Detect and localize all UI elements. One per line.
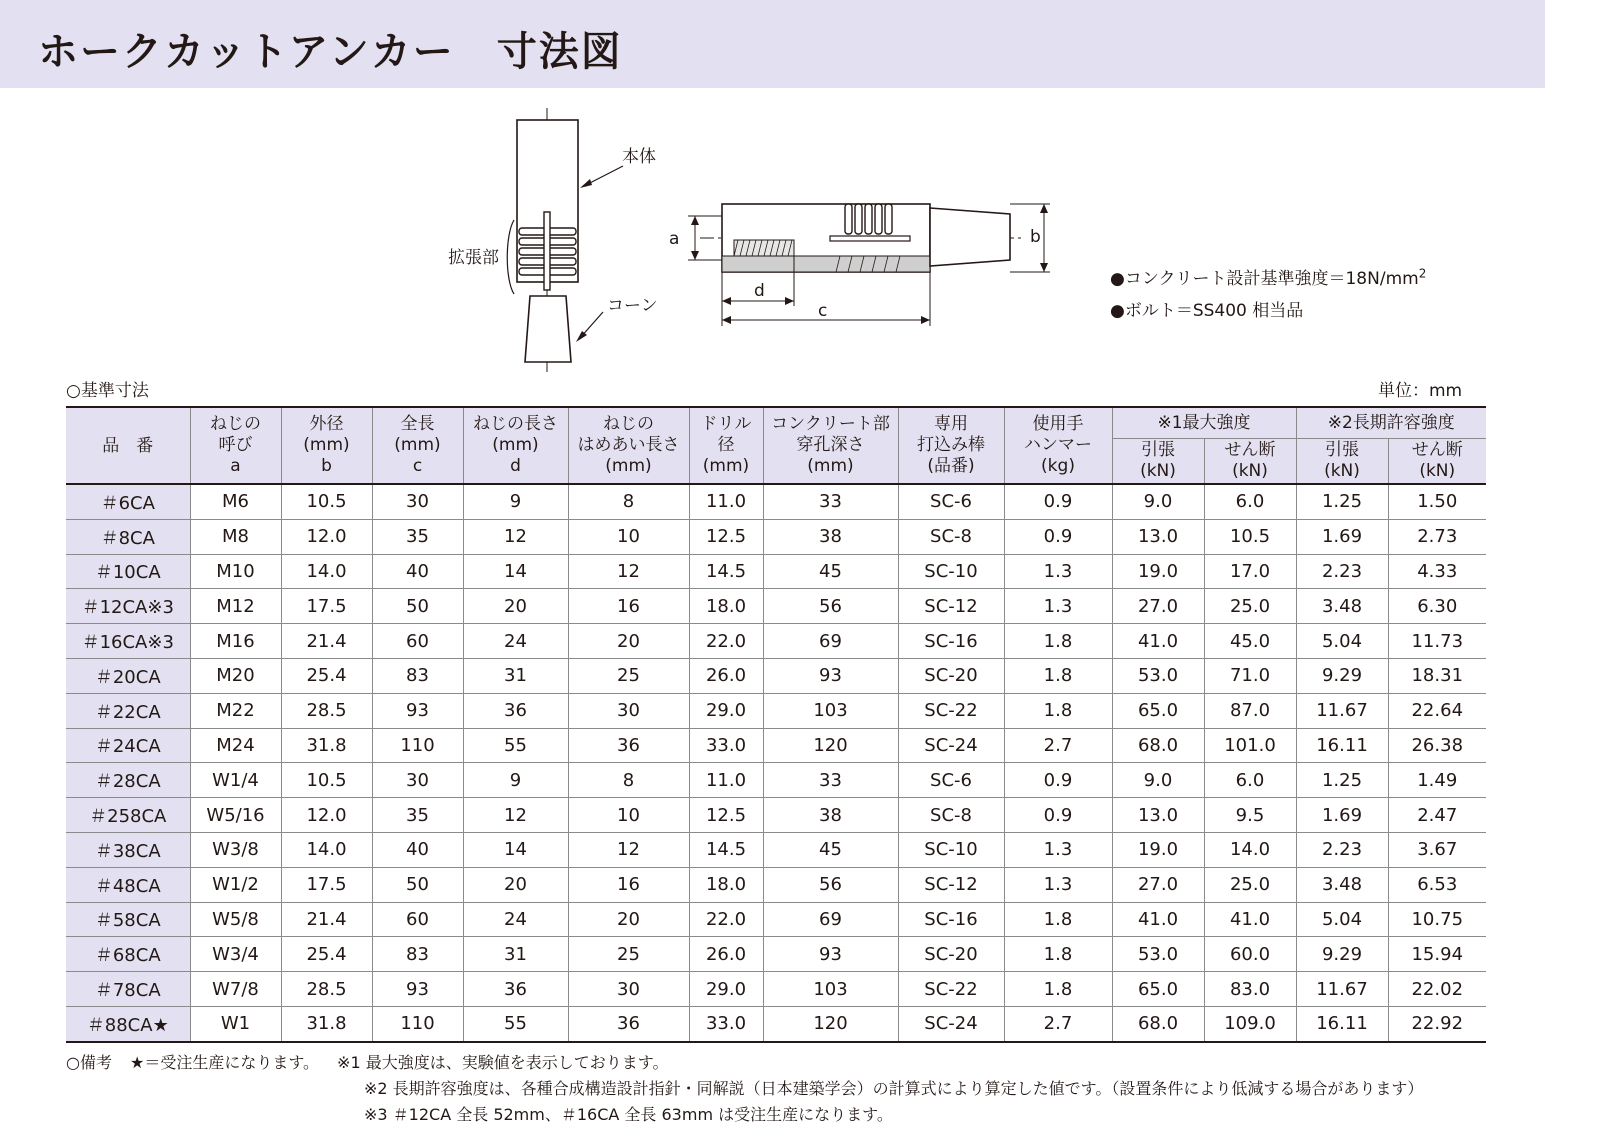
cell-thread-length: 36 bbox=[463, 693, 568, 728]
cell-long-tension: 11.67 bbox=[1296, 693, 1388, 728]
cell-max-tension: 27.0 bbox=[1112, 589, 1204, 624]
cell-setting-rod: SC-8 bbox=[898, 798, 1004, 833]
cell-thread-engagement: 8 bbox=[568, 484, 689, 519]
cell-hammer: 1.8 bbox=[1004, 658, 1112, 693]
anchor-section-view bbox=[669, 204, 1050, 326]
cell-hammer: 2.7 bbox=[1004, 1006, 1112, 1041]
cell-part-no: ＃58CA bbox=[66, 902, 190, 937]
cell-outer-diameter: 17.5 bbox=[281, 867, 372, 902]
cell-drill-depth: 45 bbox=[763, 554, 898, 589]
cell-setting-rod: SC-6 bbox=[898, 484, 1004, 519]
note-1: ※1 最大強度は、実験値を表示しております。 bbox=[337, 1053, 669, 1072]
cell-thread-engagement: 10 bbox=[568, 798, 689, 833]
cell-long-tension: 1.25 bbox=[1296, 484, 1388, 519]
cell-thread: M8 bbox=[190, 519, 281, 554]
header-drill-diameter: ドリル 径 (mm) bbox=[689, 407, 763, 484]
cell-total-length: 50 bbox=[372, 867, 463, 902]
cell-total-length: 30 bbox=[372, 484, 463, 519]
cell-thread: M16 bbox=[190, 624, 281, 659]
cell-max-shear: 71.0 bbox=[1204, 658, 1296, 693]
table-row bbox=[66, 902, 1486, 937]
cell-long-shear: 1.49 bbox=[1388, 763, 1486, 798]
table-row bbox=[66, 832, 1486, 867]
cell-thread: W1 bbox=[190, 1006, 281, 1041]
cell-thread-length: 31 bbox=[463, 658, 568, 693]
cell-part-no: ＃88CA★ bbox=[66, 1006, 190, 1041]
table-row bbox=[66, 1006, 1486, 1041]
cell-max-shear: 6.0 bbox=[1204, 763, 1296, 798]
label-expansion: 拡張部 bbox=[448, 248, 499, 268]
cell-part-no: ＃20CA bbox=[66, 658, 190, 693]
cell-outer-diameter: 14.0 bbox=[281, 554, 372, 589]
cell-setting-rod: SC-12 bbox=[898, 867, 1004, 902]
cell-hammer: 0.9 bbox=[1004, 519, 1112, 554]
cell-drill-depth: 45 bbox=[763, 832, 898, 867]
header-hammer: 使用手 ハンマー (kg) bbox=[1004, 407, 1112, 484]
cell-max-tension: 68.0 bbox=[1112, 728, 1204, 763]
cell-part-no: ＃258CA bbox=[66, 798, 190, 833]
cell-long-tension: 2.23 bbox=[1296, 832, 1388, 867]
cell-hammer: 0.9 bbox=[1004, 798, 1112, 833]
cell-max-shear: 9.5 bbox=[1204, 798, 1296, 833]
cell-thread-engagement: 12 bbox=[568, 832, 689, 867]
table-row bbox=[66, 763, 1486, 798]
cell-thread-length: 55 bbox=[463, 1006, 568, 1041]
cell-drill-diameter: 12.5 bbox=[689, 798, 763, 833]
cell-thread: M12 bbox=[190, 589, 281, 624]
header-long-shear: せん断 (kN) bbox=[1388, 439, 1486, 485]
table-row bbox=[66, 972, 1486, 1007]
cell-drill-depth: 56 bbox=[763, 589, 898, 624]
cell-long-shear: 3.67 bbox=[1388, 832, 1486, 867]
cell-drill-diameter: 33.0 bbox=[689, 1006, 763, 1041]
cell-part-no: ＃68CA bbox=[66, 937, 190, 972]
cell-long-shear: 2.47 bbox=[1388, 798, 1486, 833]
cell-part-no: ＃28CA bbox=[66, 763, 190, 798]
cell-thread: M6 bbox=[190, 484, 281, 519]
cell-drill-depth: 93 bbox=[763, 658, 898, 693]
cell-thread-length: 31 bbox=[463, 937, 568, 972]
table-row bbox=[66, 658, 1486, 693]
cell-drill-diameter: 12.5 bbox=[689, 519, 763, 554]
cell-setting-rod: SC-12 bbox=[898, 589, 1004, 624]
cell-hammer: 0.9 bbox=[1004, 763, 1112, 798]
cell-max-shear: 41.0 bbox=[1204, 902, 1296, 937]
cell-long-shear: 22.92 bbox=[1388, 1006, 1486, 1041]
table-row bbox=[66, 484, 1486, 519]
cell-setting-rod: SC-6 bbox=[898, 763, 1004, 798]
cell-total-length: 83 bbox=[372, 658, 463, 693]
cell-max-tension: 53.0 bbox=[1112, 658, 1204, 693]
cell-setting-rod: SC-16 bbox=[898, 902, 1004, 937]
cell-long-tension: 5.04 bbox=[1296, 902, 1388, 937]
header-thread: ねじの 呼び a bbox=[190, 407, 281, 484]
cell-long-shear: 6.53 bbox=[1388, 867, 1486, 902]
cell-outer-diameter: 10.5 bbox=[281, 484, 372, 519]
cell-total-length: 110 bbox=[372, 1006, 463, 1041]
header-total-length: 全長 (mm) c bbox=[372, 407, 463, 484]
page-title: ホークカットアンカー 寸法図 bbox=[38, 29, 623, 75]
cell-max-shear: 25.0 bbox=[1204, 867, 1296, 902]
cell-thread-engagement: 36 bbox=[568, 728, 689, 763]
cell-long-tension: 5.04 bbox=[1296, 624, 1388, 659]
cell-max-tension: 68.0 bbox=[1112, 1006, 1204, 1041]
cell-drill-diameter: 11.0 bbox=[689, 484, 763, 519]
cell-long-shear: 11.73 bbox=[1388, 624, 1486, 659]
header-outer-diameter: 外径 (mm) b bbox=[281, 407, 372, 484]
cell-thread-engagement: 25 bbox=[568, 658, 689, 693]
cell-max-shear: 14.0 bbox=[1204, 832, 1296, 867]
cell-max-tension: 9.0 bbox=[1112, 763, 1204, 798]
cell-max-shear: 6.0 bbox=[1204, 484, 1296, 519]
cell-max-tension: 41.0 bbox=[1112, 902, 1204, 937]
cell-hammer: 1.3 bbox=[1004, 867, 1112, 902]
cell-setting-rod: SC-20 bbox=[898, 658, 1004, 693]
cell-thread-length: 36 bbox=[463, 972, 568, 1007]
cell-outer-diameter: 14.0 bbox=[281, 832, 372, 867]
spec-bolt: ●ボルト＝SS400 相当品 bbox=[1110, 301, 1304, 321]
cell-thread-engagement: 36 bbox=[568, 1006, 689, 1041]
cell-part-no: ＃10CA bbox=[66, 554, 190, 589]
cell-max-tension: 53.0 bbox=[1112, 937, 1204, 972]
cell-thread: M10 bbox=[190, 554, 281, 589]
cell-drill-diameter: 29.0 bbox=[689, 693, 763, 728]
cell-long-shear: 1.50 bbox=[1388, 484, 1486, 519]
table-row bbox=[66, 554, 1486, 589]
cell-setting-rod: SC-20 bbox=[898, 937, 1004, 972]
cell-thread-engagement: 20 bbox=[568, 902, 689, 937]
cell-thread: W5/8 bbox=[190, 902, 281, 937]
spec-concrete-text: ●コンクリート設計基準強度＝18N/mm bbox=[1110, 269, 1419, 289]
cell-hammer: 2.7 bbox=[1004, 728, 1112, 763]
cell-thread-engagement: 30 bbox=[568, 972, 689, 1007]
cell-thread-engagement: 30 bbox=[568, 693, 689, 728]
note-row-1 bbox=[66, 1050, 1423, 1076]
cell-thread: W3/4 bbox=[190, 937, 281, 972]
cell-outer-diameter: 21.4 bbox=[281, 902, 372, 937]
cell-setting-rod: SC-24 bbox=[898, 728, 1004, 763]
cell-max-shear: 17.0 bbox=[1204, 554, 1296, 589]
cell-thread: W1/2 bbox=[190, 867, 281, 902]
cell-drill-diameter: 14.5 bbox=[689, 832, 763, 867]
anchor-side-view bbox=[448, 108, 658, 372]
cell-thread-length: 12 bbox=[463, 519, 568, 554]
cell-max-shear: 25.0 bbox=[1204, 589, 1296, 624]
cell-drill-depth: 33 bbox=[763, 484, 898, 519]
cell-max-tension: 19.0 bbox=[1112, 554, 1204, 589]
cell-long-tension: 16.11 bbox=[1296, 1006, 1388, 1041]
cell-thread-engagement: 20 bbox=[568, 624, 689, 659]
cell-setting-rod: SC-22 bbox=[898, 972, 1004, 1007]
cell-long-shear: 22.64 bbox=[1388, 693, 1486, 728]
cell-max-shear: 60.0 bbox=[1204, 937, 1296, 972]
cell-thread: W7/8 bbox=[190, 972, 281, 1007]
cell-drill-diameter: 22.0 bbox=[689, 902, 763, 937]
cell-total-length: 93 bbox=[372, 972, 463, 1007]
cell-outer-diameter: 28.5 bbox=[281, 693, 372, 728]
cell-max-tension: 19.0 bbox=[1112, 832, 1204, 867]
cell-hammer: 1.8 bbox=[1004, 972, 1112, 1007]
cell-part-no: ＃12CA※3 bbox=[66, 589, 190, 624]
cell-part-no: ＃22CA bbox=[66, 693, 190, 728]
cell-total-length: 60 bbox=[372, 902, 463, 937]
cell-long-tension: 11.67 bbox=[1296, 972, 1388, 1007]
table-row bbox=[66, 519, 1486, 554]
cell-drill-depth: 38 bbox=[763, 519, 898, 554]
cell-max-shear: 10.5 bbox=[1204, 519, 1296, 554]
cell-long-tension: 3.48 bbox=[1296, 589, 1388, 624]
cell-hammer: 1.8 bbox=[1004, 624, 1112, 659]
cell-long-tension: 9.29 bbox=[1296, 658, 1388, 693]
cell-max-tension: 13.0 bbox=[1112, 798, 1204, 833]
cell-thread: M24 bbox=[190, 728, 281, 763]
cell-setting-rod: SC-8 bbox=[898, 519, 1004, 554]
cell-long-tension: 2.23 bbox=[1296, 554, 1388, 589]
note-2: ※2 長期許容強度は、各種合成構造設計指針・同解説（日本建築学会）の計算式により算定した値です。（設置条件により低減する場合があります） bbox=[364, 1079, 1424, 1098]
header-setting-rod: 専用 打込み棒 (品番) bbox=[898, 407, 1004, 484]
table-row bbox=[66, 589, 1486, 624]
cell-thread-length: 20 bbox=[463, 867, 568, 902]
cell-thread-length: 14 bbox=[463, 554, 568, 589]
cell-total-length: 40 bbox=[372, 554, 463, 589]
table-row bbox=[66, 798, 1486, 833]
cell-thread-length: 20 bbox=[463, 589, 568, 624]
cell-outer-diameter: 25.4 bbox=[281, 937, 372, 972]
cell-drill-depth: 69 bbox=[763, 902, 898, 937]
cell-drill-depth: 103 bbox=[763, 693, 898, 728]
cell-thread: W3/8 bbox=[190, 832, 281, 867]
cell-total-length: 35 bbox=[372, 798, 463, 833]
cell-outer-diameter: 10.5 bbox=[281, 763, 372, 798]
cell-drill-depth: 69 bbox=[763, 624, 898, 659]
cell-thread: M22 bbox=[190, 693, 281, 728]
cell-outer-diameter: 12.0 bbox=[281, 798, 372, 833]
cell-max-shear: 87.0 bbox=[1204, 693, 1296, 728]
cell-long-shear: 6.30 bbox=[1388, 589, 1486, 624]
cell-max-tension: 65.0 bbox=[1112, 972, 1204, 1007]
cell-total-length: 60 bbox=[372, 624, 463, 659]
cell-max-tension: 9.0 bbox=[1112, 484, 1204, 519]
cell-max-tension: 27.0 bbox=[1112, 867, 1204, 902]
cell-drill-diameter: 18.0 bbox=[689, 589, 763, 624]
cell-thread-engagement: 12 bbox=[568, 554, 689, 589]
cell-total-length: 83 bbox=[372, 937, 463, 972]
cell-setting-rod: SC-22 bbox=[898, 693, 1004, 728]
cell-total-length: 110 bbox=[372, 728, 463, 763]
cell-thread-length: 24 bbox=[463, 902, 568, 937]
cell-setting-rod: SC-10 bbox=[898, 554, 1004, 589]
cell-drill-diameter: 33.0 bbox=[689, 728, 763, 763]
cell-hammer: 1.8 bbox=[1004, 902, 1112, 937]
cell-long-tension: 1.69 bbox=[1296, 519, 1388, 554]
cell-thread: M20 bbox=[190, 658, 281, 693]
cell-drill-depth: 38 bbox=[763, 798, 898, 833]
cell-thread-length: 12 bbox=[463, 798, 568, 833]
cell-max-tension: 13.0 bbox=[1112, 519, 1204, 554]
cell-long-tension: 1.25 bbox=[1296, 763, 1388, 798]
cell-long-shear: 10.75 bbox=[1388, 902, 1486, 937]
table-row bbox=[66, 867, 1486, 902]
unit-label: 単位：mm bbox=[1378, 381, 1463, 401]
label-body: 本体 bbox=[622, 147, 656, 167]
cell-drill-depth: 120 bbox=[763, 728, 898, 763]
cell-drill-diameter: 26.0 bbox=[689, 658, 763, 693]
cell-total-length: 50 bbox=[372, 589, 463, 624]
cell-thread-length: 14 bbox=[463, 832, 568, 867]
cell-long-tension: 1.69 bbox=[1296, 798, 1388, 833]
header-thread-engagement: ねじの はめあい長さ (mm) bbox=[568, 407, 689, 484]
cell-thread-engagement: 16 bbox=[568, 589, 689, 624]
header-thread-length: ねじの長さ (mm) d bbox=[463, 407, 568, 484]
cell-drill-diameter: 11.0 bbox=[689, 763, 763, 798]
cell-drill-diameter: 26.0 bbox=[689, 937, 763, 972]
label-dim-d: d bbox=[754, 281, 765, 301]
cell-total-length: 40 bbox=[372, 832, 463, 867]
cell-drill-depth: 33 bbox=[763, 763, 898, 798]
cell-drill-depth: 103 bbox=[763, 972, 898, 1007]
cell-thread-engagement: 25 bbox=[568, 937, 689, 972]
cell-long-shear: 18.31 bbox=[1388, 658, 1486, 693]
cell-hammer: 1.3 bbox=[1004, 554, 1112, 589]
cell-total-length: 30 bbox=[372, 763, 463, 798]
cell-drill-diameter: 14.5 bbox=[689, 554, 763, 589]
cell-long-shear: 4.33 bbox=[1388, 554, 1486, 589]
note-3: ※3 ＃12CA 全長 52mm、＃16CA 全長 63mm は受注生産になります。 bbox=[364, 1105, 893, 1124]
cell-max-shear: 83.0 bbox=[1204, 972, 1296, 1007]
cell-max-shear: 109.0 bbox=[1204, 1006, 1296, 1041]
cell-outer-diameter: 17.5 bbox=[281, 589, 372, 624]
cell-thread: W1/4 bbox=[190, 763, 281, 798]
cell-max-shear: 101.0 bbox=[1204, 728, 1296, 763]
cell-setting-rod: SC-24 bbox=[898, 1006, 1004, 1041]
cell-thread-length: 9 bbox=[463, 763, 568, 798]
cell-long-tension: 16.11 bbox=[1296, 728, 1388, 763]
cell-outer-diameter: 25.4 bbox=[281, 658, 372, 693]
cell-max-tension: 65.0 bbox=[1112, 693, 1204, 728]
table-row bbox=[66, 693, 1486, 728]
cell-part-no: ＃8CA bbox=[66, 519, 190, 554]
cell-long-tension: 9.29 bbox=[1296, 937, 1388, 972]
cell-drill-depth: 93 bbox=[763, 937, 898, 972]
cell-hammer: 0.9 bbox=[1004, 484, 1112, 519]
dimension-table bbox=[66, 406, 1486, 1043]
cell-outer-diameter: 31.8 bbox=[281, 728, 372, 763]
header-long-tension: 引張 (kN) bbox=[1296, 439, 1388, 485]
title-bar bbox=[0, 0, 1545, 88]
header-max-strength: ※1最大強度 bbox=[1112, 407, 1296, 439]
cell-outer-diameter: 31.8 bbox=[281, 1006, 372, 1041]
header-max-tension: 引張 (kN) bbox=[1112, 439, 1204, 485]
cell-thread-engagement: 8 bbox=[568, 763, 689, 798]
label-cone: コーン bbox=[607, 296, 658, 316]
cell-long-tension: 3.48 bbox=[1296, 867, 1388, 902]
cell-drill-depth: 120 bbox=[763, 1006, 898, 1041]
cell-hammer: 1.8 bbox=[1004, 937, 1112, 972]
cell-thread-length: 55 bbox=[463, 728, 568, 763]
cell-drill-diameter: 29.0 bbox=[689, 972, 763, 1007]
table-row bbox=[66, 624, 1486, 659]
cell-setting-rod: SC-16 bbox=[898, 624, 1004, 659]
notes bbox=[66, 1050, 1423, 1128]
table-row bbox=[66, 937, 1486, 972]
cell-outer-diameter: 12.0 bbox=[281, 519, 372, 554]
cell-long-shear: 15.94 bbox=[1388, 937, 1486, 972]
cell-drill-diameter: 22.0 bbox=[689, 624, 763, 659]
header-long-term-strength: ※2長期許容強度 bbox=[1296, 407, 1486, 439]
cell-total-length: 35 bbox=[372, 519, 463, 554]
cell-part-no: ＃6CA bbox=[66, 484, 190, 519]
spec-concrete-sup: 2 bbox=[1418, 266, 1427, 281]
cell-outer-diameter: 28.5 bbox=[281, 972, 372, 1007]
cell-thread-engagement: 16 bbox=[568, 867, 689, 902]
label-dim-b: b bbox=[1030, 227, 1041, 247]
cell-hammer: 1.8 bbox=[1004, 693, 1112, 728]
cell-part-no: ＃24CA bbox=[66, 728, 190, 763]
cell-thread-length: 24 bbox=[463, 624, 568, 659]
cell-long-shear: 26.38 bbox=[1388, 728, 1486, 763]
anchor-dimension-diagram bbox=[0, 100, 1600, 380]
cell-max-tension: 41.0 bbox=[1112, 624, 1204, 659]
section-label: ○基準寸法 bbox=[66, 381, 149, 401]
header-max-shear: せん断 (kN) bbox=[1204, 439, 1296, 485]
header-drill-depth: コンクリート部 穿孔深さ (mm) bbox=[763, 407, 898, 484]
cell-outer-diameter: 21.4 bbox=[281, 624, 372, 659]
cell-total-length: 93 bbox=[372, 693, 463, 728]
cell-part-no: ＃78CA bbox=[66, 972, 190, 1007]
cell-setting-rod: SC-10 bbox=[898, 832, 1004, 867]
table-row bbox=[66, 728, 1486, 763]
cell-hammer: 1.3 bbox=[1004, 589, 1112, 624]
cell-hammer: 1.3 bbox=[1004, 832, 1112, 867]
cell-long-shear: 2.73 bbox=[1388, 519, 1486, 554]
cell-thread: W5/16 bbox=[190, 798, 281, 833]
cell-max-shear: 45.0 bbox=[1204, 624, 1296, 659]
cell-long-shear: 22.02 bbox=[1388, 972, 1486, 1007]
label-dim-c: c bbox=[818, 301, 828, 321]
table-header-row bbox=[66, 407, 1486, 439]
cell-drill-diameter: 18.0 bbox=[689, 867, 763, 902]
cell-part-no: ＃48CA bbox=[66, 867, 190, 902]
label-dim-a: a bbox=[669, 229, 680, 249]
note-star: ★＝受注生産になります。 bbox=[129, 1053, 320, 1072]
header-part-no: 品 番 bbox=[66, 407, 190, 484]
cell-part-no: ＃38CA bbox=[66, 832, 190, 867]
notes-label: ○備考 bbox=[66, 1053, 112, 1072]
spec-concrete-strength bbox=[1110, 264, 1426, 289]
cell-thread-length: 9 bbox=[463, 484, 568, 519]
table-body bbox=[66, 484, 1486, 1042]
cell-drill-depth: 56 bbox=[763, 867, 898, 902]
cell-part-no: ＃16CA※3 bbox=[66, 624, 190, 659]
cell-thread-engagement: 10 bbox=[568, 519, 689, 554]
